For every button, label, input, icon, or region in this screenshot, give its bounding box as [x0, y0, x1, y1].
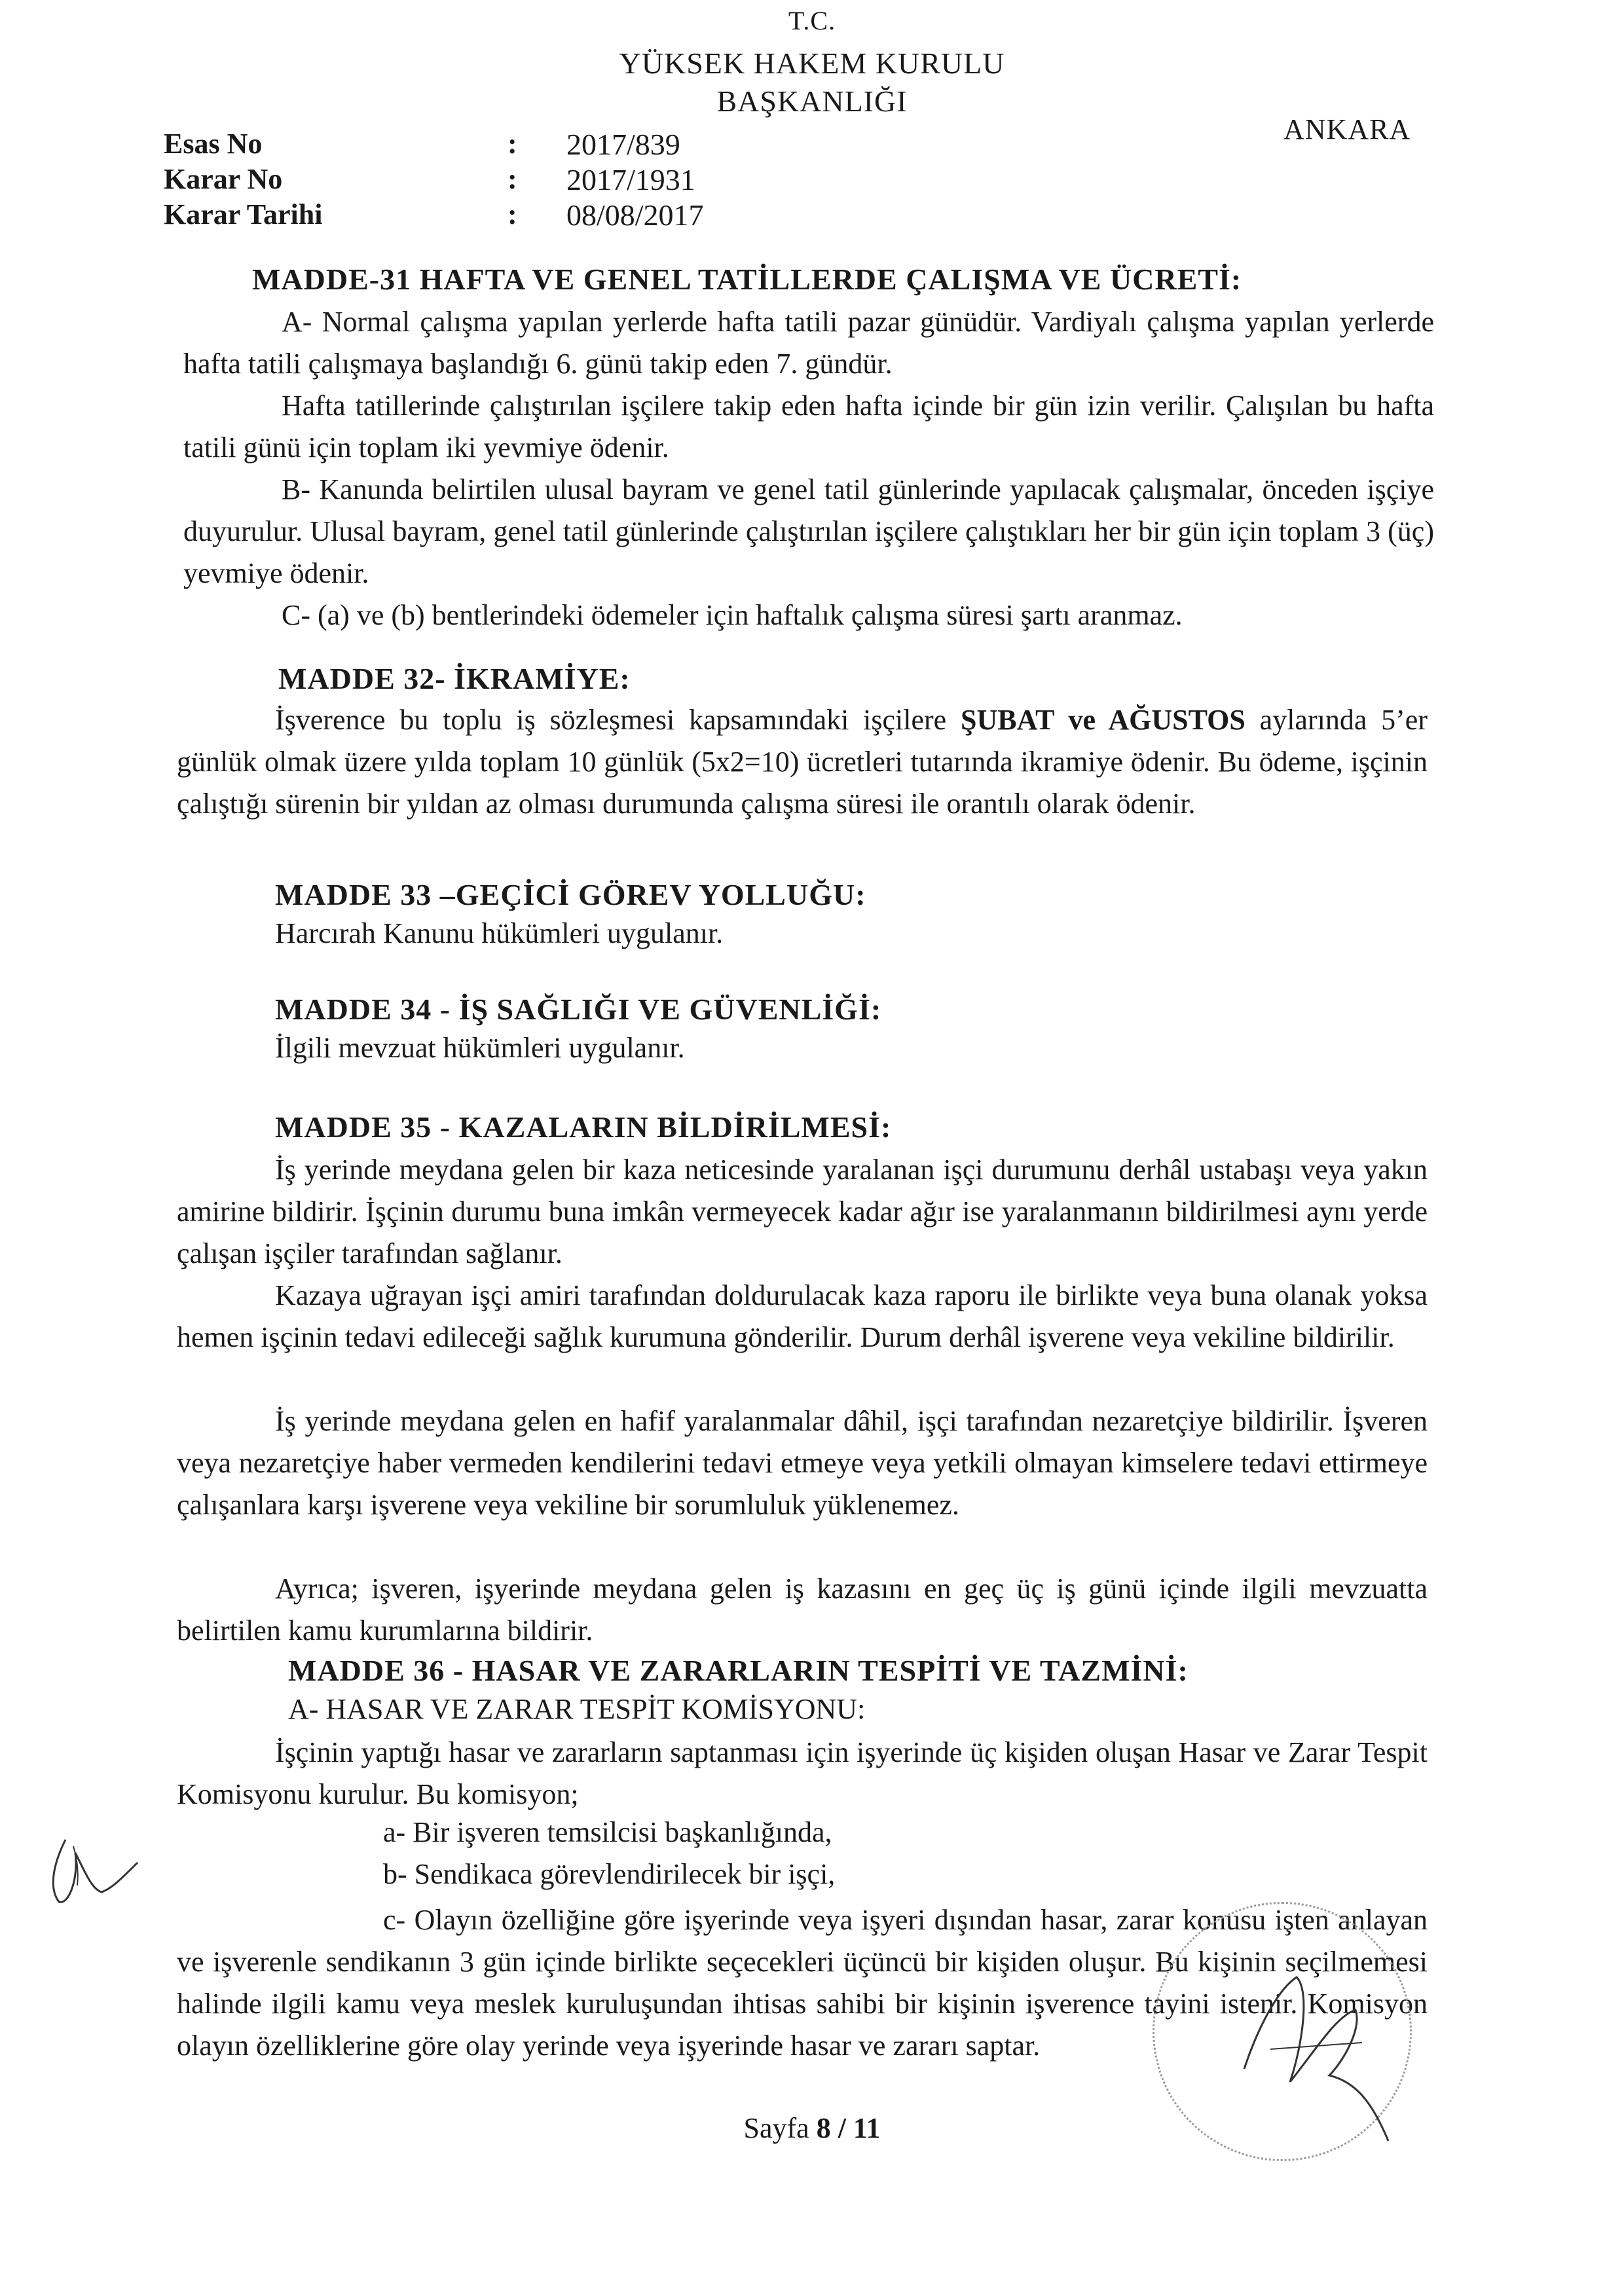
madde34-para: İlgili mevzuat hükümleri uygulanır.	[275, 1032, 685, 1064]
months-bold: ŞUBAT ve AĞUSTOS	[961, 704, 1246, 736]
madde35-para-4: Ayrıca; işveren, işyerinde meydana gelen iş kazasını en geç üç iş günü içinde ilgili mevzuatta belirtilen kamu kurumlarına bildirir.	[177, 1573, 1428, 1647]
org-subtitle: BAŞKANLIĞI	[716, 84, 908, 118]
madde33-title: MADDE 33 –GEÇİCİ GÖREV YOLLUĞU:	[275, 878, 866, 911]
madde31-para-c: C- (a) ve (b) bentlerindeki ödemeler için haftalık çalışma süresi şartı aranmaz.	[282, 599, 1183, 631]
page-total: 11	[853, 2112, 881, 2144]
madde32-title: MADDE 32- İKRAMİYE:	[278, 662, 631, 695]
meta-value: 08/08/2017	[566, 198, 704, 232]
meta-label: Karar No	[164, 163, 283, 195]
madde31-para-weekly: Hafta tatillerinde çalıştırılan işçilere takip eden hafta içinde bir gün izin verilir. Çalışılan bu hafta tatili günü için toplam iki yevmiye ödenir.	[183, 390, 1434, 464]
madde35-para-2: Kazaya uğrayan işçi amiri tarafından doldurulacak kaza raporu ile birlikte veya buna olanak yoksa hemen işçinin tedavi edileceği sağlık kurumuna gönderilir. Durum derhâl işverene veya vekiline bildirilir.	[177, 1279, 1428, 1353]
madde33-para: Harcırah Kanunu hükümleri uygulanır.	[275, 917, 724, 949]
meta-row-karar: Karar No : 2017/1931	[164, 163, 695, 196]
page-current: 8	[816, 2112, 831, 2144]
meta-value: 2017/839	[566, 128, 680, 161]
madde36-para-1: İşçinin yaptığı hasar ve zararların saptanması için işyerinde üç kişiden oluşan Hasar ve Zarar Tespit Komisyonu kurulur. Bu komisyon;	[177, 1736, 1428, 1810]
meta-row-esas: Esas No : 2017/839	[164, 128, 680, 161]
madde36-subtitle: A- HASAR VE ZARAR TESPİT KOMİSYONU:	[288, 1693, 866, 1725]
madde36-item-b: b- Sendikaca görevlendirilecek bir işçi,	[383, 1858, 836, 1890]
madde32-para: İşverence bu toplu iş sözleşmesi kapsamındaki işçilere ŞUBAT ve AĞUSTOS aylarında 5’er günlük olmak üzere yılda toplam 10 günlük (5x2=10) ücretleri tutarında ikramiye ödenir. Bu ödeme, işçinin çalıştığı sürenin bir yıldan az olması durumunda çalışma süresi ile orantılı olarak ödenir.	[177, 704, 1428, 820]
madde31-title: MADDE-31 HAFTA VE GENEL TATİLLERDE ÇALIŞMA VE ÜCRETİ:	[252, 263, 1242, 296]
madde36-item-c: c- Olayın özelliğine göre işyerinde veya işyeri dışından hasar, zarar konusu işten anlayan ve işverenle sendikanın 3 gün içinde birlikte seçecekleri üçüncü bir kişiden oluşur. Bu kişinin seçilmemesi halinde ilgili kamu veya meslek kuruluşundan ihtisas sahibi bir kişinin işverence tayini istenir. Komisyon olayın özelliklerine göre olay yerinde veya işyerinde hasar ve zararı saptar.	[177, 1904, 1428, 2062]
meta-value: 2017/1931	[566, 163, 695, 196]
madde36-title: MADDE 36 - HASAR VE ZARARLARIN TESPİTİ VE TAZMİNİ:	[288, 1654, 1189, 1687]
page-number: Sayfa 8 / 11	[743, 2112, 881, 2144]
madde31-para-b: B- Kanunda belirtilen ulusal bayram ve genel tatil günlerinde yapılacak çalışmalar, önceden işçiye duyurulur. Ulusal bayram, genel tatil günlerinde çalıştırılan işçilere çalıştıkları her bir gün için toplam 3 (üç) yevmiye ödenir.	[183, 473, 1434, 589]
madde36-item-a: a- Bir işveren temsilcisi başkanlığında,	[383, 1816, 832, 1848]
top-mark: T.C.	[788, 6, 836, 35]
handwritten-initials-icon	[39, 1827, 144, 1918]
madde35-title: MADDE 35 - KAZALARIN BİLDİRİLMESİ:	[275, 1110, 892, 1144]
meta-row-tarih: Karar Tarihi : 08/08/2017	[164, 198, 704, 232]
city-label: ANKARA	[1283, 113, 1411, 145]
org-name: YÜKSEK HAKEM KURULU	[619, 46, 1005, 80]
meta-label: Esas No	[164, 128, 263, 160]
madde34-title: MADDE 34 - İŞ SAĞLIĞI VE GÜVENLİĞİ:	[275, 993, 882, 1026]
madde35-para-3: İş yerinde meydana gelen en hafif yaralanmalar dâhil, işçi tarafından nezaretçiye bildirilir. İşveren veya nezaretçiye haber vermeden kendilerini tedavi etmeye veya yetkili olmayan kimselere tedavi ettirmeye çalışanlara karşı işverene veya vekiline bir sorumluluk yüklenemez.	[177, 1405, 1428, 1521]
madde31-para-a: A- Normal çalışma yapılan yerlerde hafta tatili pazar günüdür. Vardiyalı çalışma yapılan yerlerde hafta tatili çalışmaya başlandığı 6. günü takip eden 7. gündür.	[183, 306, 1434, 380]
meta-label: Karar Tarihi	[164, 198, 323, 230]
madde35-para-1: İş yerinde meydana gelen bir kaza neticesinde yaralanan işçi durumunu derhâl ustabaşı veya yakın amirine bildirir. İşçinin durumu buna imkân vermeyecek kadar ağır ise yaralanmanın bildirilmesi aynı yerde çalışan işçiler tarafından sağlanır.	[177, 1154, 1428, 1269]
